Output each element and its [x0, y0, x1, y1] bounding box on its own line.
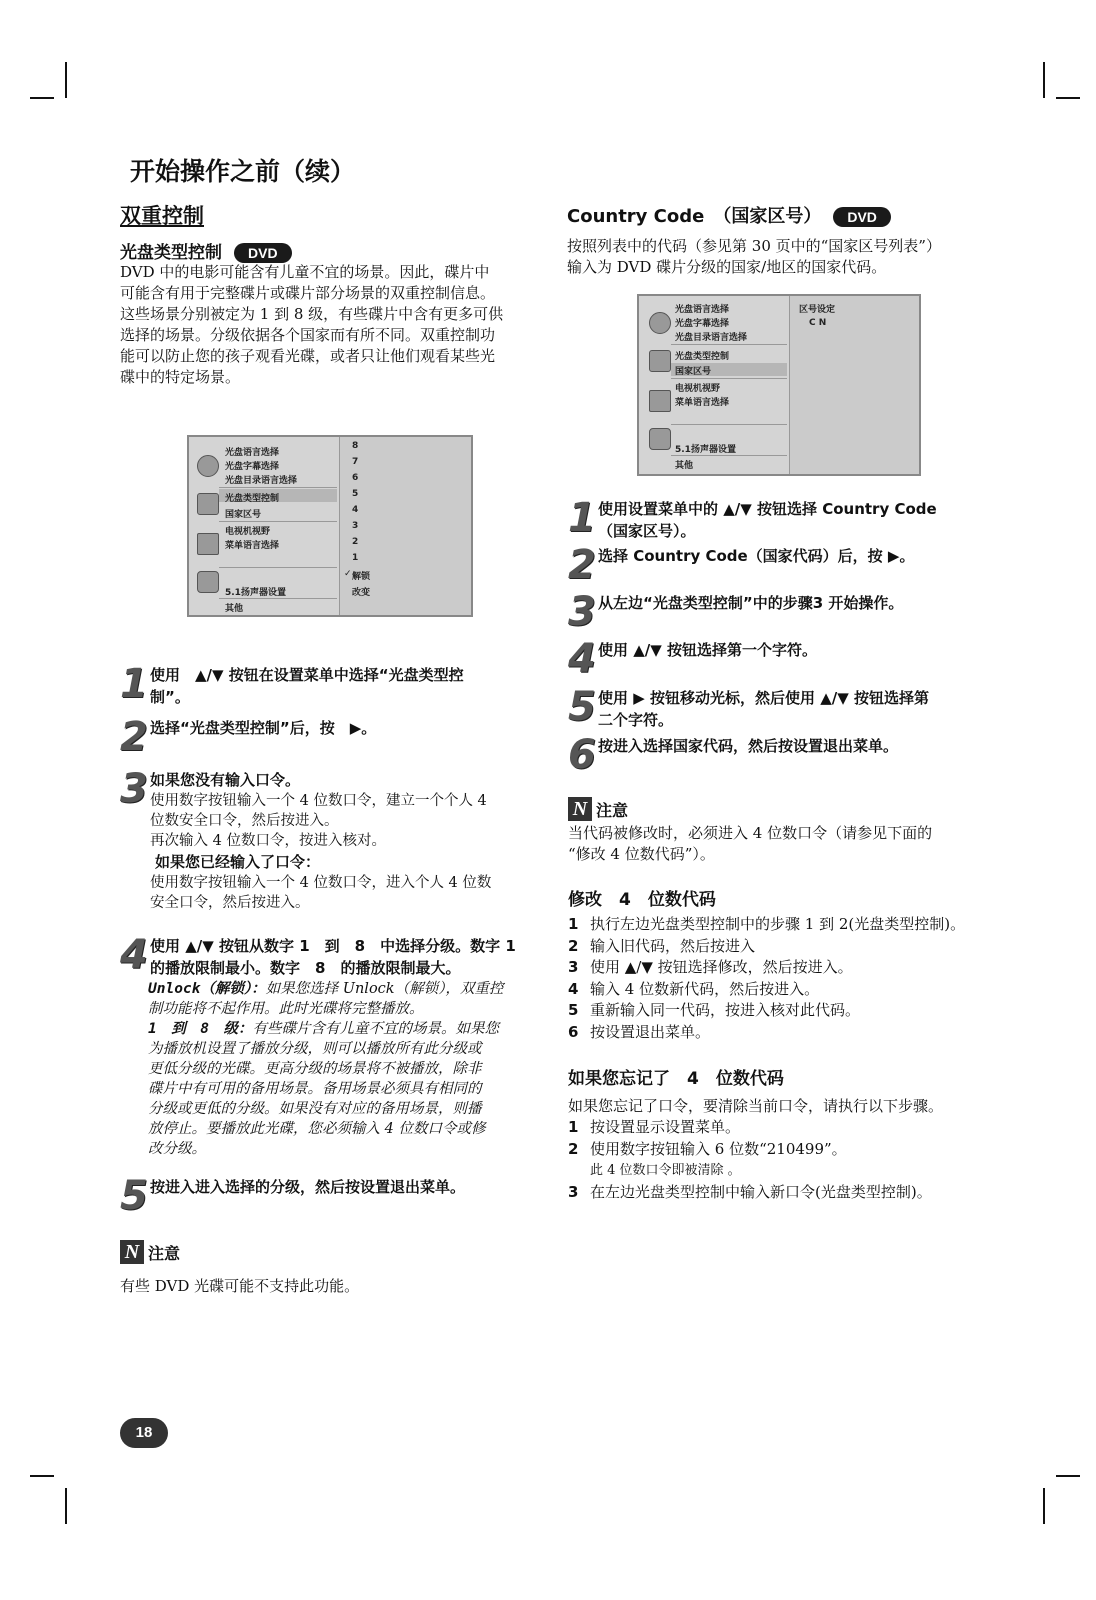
- range-text: 为播放机设置了播放分级，则可以播放所有此分级或: [148, 1041, 482, 1057]
- setup-menu-screenshot-country: [637, 294, 921, 476]
- range-text: 分级或更低的分级。如果没有对应的备用场景，则播: [148, 1101, 482, 1117]
- step-number: 1: [568, 495, 596, 541]
- left-step-4: [120, 932, 550, 1159]
- step-text: 二个字符。: [598, 711, 674, 729]
- intro-line: 碟中的特定场景。: [120, 368, 241, 386]
- disc-icon: [197, 455, 219, 477]
- rating-level: 8: [352, 441, 359, 451]
- step-body: 使用数字按钮输入一个 4 位数口令，进入个人 4 位数: [150, 875, 492, 891]
- crop-mark: [65, 1488, 67, 1524]
- note-line: “修改 4 位数代码”）。: [568, 845, 715, 863]
- country-code-title: [567, 202, 891, 228]
- range-description: [148, 1019, 550, 1039]
- note-line: 当代码被修改时，必须进入 4 位数口令（请参见下面的: [568, 824, 933, 842]
- menu-item: 光盘字幕选择: [225, 462, 280, 472]
- list-item: [568, 979, 988, 1001]
- list-number: 2: [568, 936, 579, 955]
- step-text: 使用 ▲/▼ 按钮在设置菜单中选择“光盘类型控: [150, 666, 464, 684]
- step-text: 制”。: [150, 688, 190, 706]
- left-intro: [120, 262, 550, 388]
- list-text: 此 4 位数口令即被清除 。: [590, 1163, 741, 1178]
- menu-divider: [671, 378, 787, 379]
- crop-mark: [1056, 1475, 1080, 1477]
- menu-divider: [671, 455, 787, 456]
- change-code-list: [568, 914, 988, 1043]
- step-text: 的播放限制最小。数字 8 的播放限制最大。: [150, 959, 461, 977]
- right-intro: [567, 236, 997, 278]
- intro-line: 这些场景分别被定为 1 到 8 级，有些碟片中含有更多可供: [120, 305, 504, 323]
- range-text: 改分级。: [148, 1141, 206, 1157]
- change-code-title: 修改 4 位数代码: [568, 890, 716, 910]
- menu-item: 5.1扬声器设置: [675, 445, 736, 455]
- page-number: 18: [120, 1418, 168, 1448]
- list-item: [568, 1182, 988, 1204]
- menu-item-selected: 光盘类型控制: [225, 494, 280, 504]
- step-number: 2: [120, 714, 148, 760]
- intro-line: 可能含有用于完整碟片或碟片部分场景的双重控制信息。: [120, 284, 496, 302]
- menu-item: 光盘语言选择: [225, 448, 280, 458]
- lock-icon: [197, 493, 219, 515]
- step-number: 5: [568, 684, 596, 730]
- intro-line: DVD 中的电影可能含有儿童不宜的场景。因此，碟片中: [120, 263, 490, 281]
- right-step-4: [568, 636, 988, 682]
- list-number: 6: [568, 1022, 579, 1041]
- menu-item-selected: 国家区号: [675, 367, 712, 377]
- intro-line: 输入为 DVD 碟片分级的国家/地区的国家代码。: [567, 258, 887, 276]
- step-number: 3: [120, 766, 148, 812]
- intro-line: 能可以防止您的孩子观看光碟，或者只让他们观看某些光: [120, 347, 496, 365]
- menu-item: 电视机视野: [675, 384, 721, 394]
- menu-item: 光盘类型控制: [675, 352, 730, 362]
- step-number: 3: [568, 589, 596, 635]
- crop-mark: [30, 1475, 54, 1477]
- step-number: 1: [120, 661, 148, 707]
- list-item: [568, 1117, 988, 1139]
- list-text: 输入 4 位数新代码，然后按进入。: [590, 979, 820, 998]
- list-number: 5: [568, 1001, 579, 1019]
- step-number: 6: [568, 732, 596, 778]
- menu-item: 光盘语言选择: [675, 305, 730, 315]
- list-number: 4: [568, 979, 579, 998]
- setup-menu-screenshot-rating: [187, 435, 473, 617]
- step-number: 4: [120, 932, 148, 978]
- disc-icon: [649, 312, 671, 334]
- note-title: 注意: [148, 1243, 181, 1263]
- forgot-intro: 如果您忘记了口令，要清除当前口令，请执行以下步骤。: [568, 1097, 944, 1115]
- step-text: 使用 ▲/▼ 按钮选择第一个字符。: [598, 641, 817, 659]
- page-title: 开始操作之前（续）: [130, 157, 356, 186]
- right-step-5: [568, 684, 988, 731]
- crop-mark: [30, 97, 54, 99]
- subsection-label: 光盘类型控制: [120, 243, 222, 263]
- step-title: 如果您没有输入口令。: [150, 771, 301, 789]
- menu-divider: [219, 598, 337, 599]
- section-title-dual-control: 双重控制: [120, 204, 204, 228]
- menu-item: 其他: [675, 461, 694, 471]
- unlock-description: [148, 979, 550, 999]
- list-item: [568, 1139, 988, 1161]
- list-text: 使用数字按钮输入 6 位数“210499”。: [590, 1139, 847, 1158]
- rating-change: 改变: [352, 588, 371, 598]
- list-text: 按设置显示设置菜单。: [590, 1118, 741, 1136]
- left-note-heading: [120, 1240, 180, 1264]
- unlock-term: Unlock（解锁）：: [148, 981, 266, 997]
- list-text: 在左边光盘类型控制中输入新口令(光盘类型控制)。: [590, 1182, 932, 1201]
- step-text: 选择 Country Code（国家代码）后，按 ▶。: [598, 547, 915, 565]
- step-title-2: 如果您已经输入了口令：: [155, 853, 321, 871]
- step-text: 使用 ▲/▼ 按钮从数字 1 到 8 中选择分级。数字 1: [150, 937, 516, 955]
- list-number: 2: [568, 1139, 579, 1158]
- check-icon: ✓: [344, 569, 352, 579]
- list-text: 重新输入同一代码，按进入核对此代码。: [590, 1001, 861, 1019]
- country-setting-title: 区号设定: [799, 305, 836, 315]
- right-step-3: [568, 589, 988, 635]
- step-text: 按进入选择国家代码，然后按设置退出菜单。: [598, 737, 899, 755]
- intro-line: 按照列表中的代码（参见第 30 页中的“国家区号列表”）: [567, 237, 941, 255]
- subsection-title-disc-rating: [120, 238, 292, 263]
- unlock-text: 如果您选择 Unlock（解锁），双重控: [265, 981, 504, 997]
- menu-item: 光盘目录语言选择: [225, 476, 298, 486]
- crop-mark: [65, 62, 67, 98]
- left-step-2: [120, 714, 550, 760]
- forgot-code-title: 如果您忘记了 4 位数代码: [568, 1069, 784, 1089]
- step-text: 使用设置菜单中的 ▲/▼ 按钮选择 Country Code: [598, 500, 937, 518]
- right-step-6: [568, 732, 988, 778]
- step-number: 5: [120, 1173, 148, 1219]
- step-text: 使用 ▶ 按钮移动光标，然后使用 ▲/▼ 按钮选择第: [598, 689, 929, 707]
- range-text: 碟片中有可用的备用场景。备用场景必须具有相同的: [148, 1081, 482, 1097]
- list-item: [568, 957, 988, 979]
- menu-divider: [219, 521, 337, 522]
- step-text: 选择“光盘类型控制”后，按 ▶。: [150, 719, 377, 737]
- list-item: [568, 1160, 988, 1182]
- left-note-text: 有些 DVD 光碟可能不支持此功能。: [120, 1277, 360, 1295]
- list-item: [568, 1022, 988, 1044]
- intro-line: 选择的场景。分级依据各个国家而有所不同。双重控制功: [120, 326, 496, 344]
- step-body: 再次输入 4 位数口令，按进入核对。: [150, 833, 386, 849]
- list-item: [568, 1000, 988, 1022]
- list-item: [568, 936, 988, 958]
- unlock-text: 制功能将不起作用。此时光碟将完整播放。: [148, 1001, 424, 1017]
- right-note-text: [568, 823, 988, 865]
- list-text: 执行左边光盘类型控制中的步骤 1 到 2(光盘类型控制)。: [590, 915, 966, 933]
- step-body: 位数安全口令，然后按进入。: [150, 813, 339, 829]
- dvd-badge: DVD: [234, 243, 292, 263]
- list-text: 输入旧代码，然后按进入: [590, 936, 756, 955]
- rating-level: 7: [352, 457, 359, 467]
- speaker-icon: [649, 428, 671, 450]
- rating-unlock: 解锁: [352, 572, 371, 582]
- list-number: 1: [568, 1118, 579, 1136]
- range-term: 1 到 8 级：: [148, 1021, 253, 1037]
- speaker-icon: [197, 571, 219, 593]
- right-step-1: [568, 495, 988, 542]
- country-code-value: C N: [809, 318, 827, 328]
- menu-item: 国家区号: [225, 510, 262, 520]
- menu-item: 光盘字幕选择: [675, 319, 730, 329]
- note-title: 注意: [596, 800, 629, 820]
- menu-item: 菜单语言选择: [225, 541, 280, 551]
- list-text: 使用 ▲/▼ 按钮选择修改，然后按进入。: [590, 958, 853, 976]
- menu-item: 电视机视野: [225, 527, 271, 537]
- list-number: 3: [568, 958, 579, 976]
- step-number: 2: [568, 542, 596, 588]
- range-text: 有些碟片含有儿童不宜的场景。如果您: [252, 1021, 499, 1037]
- crop-mark: [1043, 1488, 1045, 1524]
- menu-item: 其他: [225, 604, 244, 614]
- menu-divider: [671, 424, 787, 425]
- left-step-1: [120, 661, 550, 708]
- step-body: 安全口令，然后按进入。: [150, 895, 310, 911]
- right-step-2: [568, 542, 988, 588]
- rating-level: 2: [352, 537, 359, 547]
- menu-item: 5.1扬声器设置: [225, 588, 286, 598]
- note-icon: N: [568, 797, 592, 821]
- rating-level: 6: [352, 473, 359, 483]
- menu-item: 菜单语言选择: [675, 398, 730, 408]
- rating-level: 1: [352, 553, 359, 563]
- right-note-heading: [568, 797, 628, 821]
- menu-divider: [219, 487, 337, 488]
- list-text: 按设置退出菜单。: [590, 1022, 711, 1041]
- step-body: 使用数字按钮输入一个 4 位数口令，建立一个个人 4: [150, 793, 487, 809]
- left-step-5: [120, 1173, 550, 1219]
- country-code-label: Country Code （国家区号）: [567, 206, 822, 227]
- menu-divider: [671, 344, 787, 345]
- left-step-3: [120, 766, 550, 913]
- tv-icon: [197, 533, 219, 555]
- lock-icon: [649, 350, 671, 372]
- list-item: [568, 914, 988, 936]
- forgot-code-list: [568, 1117, 988, 1203]
- step-text: （国家区号）。: [598, 522, 696, 540]
- menu-divider: [219, 567, 337, 568]
- step-text: 从左边“光盘类型控制”中的步骤3 开始操作。: [598, 594, 904, 612]
- step-number: 4: [568, 636, 596, 682]
- list-number: 3: [568, 1182, 579, 1201]
- list-number: 1: [568, 915, 579, 933]
- menu-item: 光盘目录语言选择: [675, 333, 748, 343]
- range-text: 更低分级的光碟。更高分级的场景将不被播放，除非: [148, 1061, 482, 1077]
- step-text: 按进入进入选择的分级，然后按设置退出菜单。: [150, 1178, 466, 1196]
- tv-icon: [649, 390, 671, 412]
- crop-mark: [1056, 97, 1080, 99]
- range-text: 放停止。要播放此光碟，您必须输入 4 位数口令或修: [148, 1121, 486, 1137]
- crop-mark: [1043, 62, 1045, 98]
- rating-level: 5: [352, 489, 359, 499]
- rating-level: 4: [352, 505, 359, 515]
- dvd-badge: DVD: [833, 207, 891, 227]
- note-icon: N: [120, 1240, 144, 1264]
- rating-level: 3: [352, 521, 359, 531]
